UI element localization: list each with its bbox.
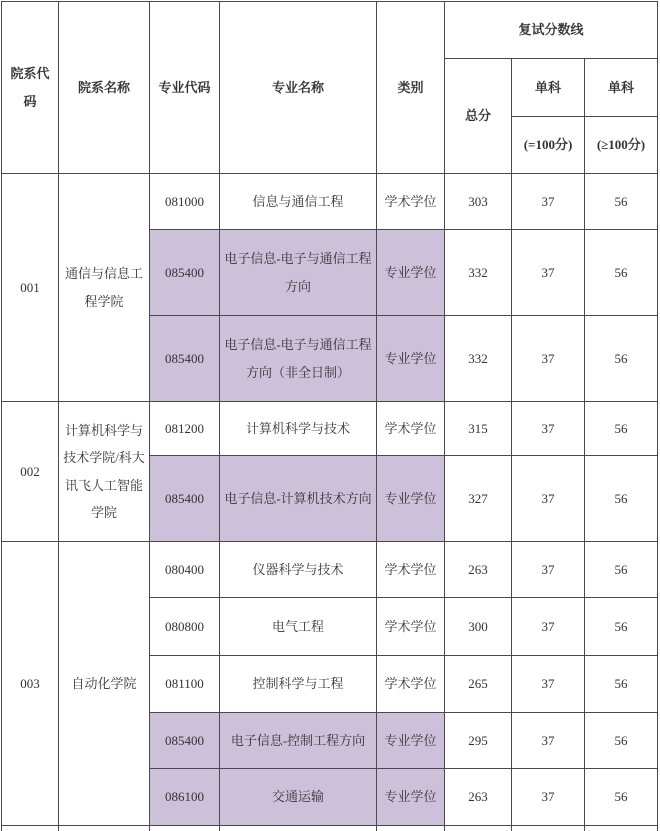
single-score-2-cell: 56 [585,769,658,826]
header-major-name: 专业名称 [220,2,377,174]
single-score-2-cell: 56 [585,316,658,402]
header-total-score: 总分 [445,59,512,174]
major-name-cell: 计算机科学与技术 [220,402,377,456]
single-score-1-cell: 37 [512,713,585,769]
table-row [2,174,658,230]
major-code-cell: 081100 [150,656,220,713]
table-row [2,402,658,456]
total-score-cell: 327 [445,456,512,542]
header-dept-code: 院系代码 [2,2,59,174]
major-code-cell: 081000 [150,174,220,230]
single-score-2-cell: 56 [585,713,658,769]
total-score-cell: 332 [445,230,512,316]
category-cell: 学术学位 [377,542,445,598]
dept-name-cell: 计算机科学与技术学院/科大讯飞人工智能学院 [59,402,150,542]
major-code-cell: 085400 [150,230,220,316]
dept-code-cell: 001 [2,174,59,402]
single-score-2-cell: 56 [585,230,658,316]
header-single-subject-2-note: (≥100分) [585,117,658,174]
empty-cell [585,826,658,831]
single-score-2-cell: 56 [585,598,658,656]
major-code-cell: 086100 [150,769,220,826]
dept-code-cell: 002 [2,402,59,542]
header-dept-name: 院系名称 [59,2,150,174]
category-cell: 专业学位 [377,316,445,402]
total-score-cell: 300 [445,598,512,656]
dept-name-cell: 通信与信息工程学院 [59,174,150,402]
category-cell: 学术学位 [377,174,445,230]
single-score-1-cell: 37 [512,174,585,230]
major-name-cell: 控制科学与工程 [220,656,377,713]
single-score-2-cell: 56 [585,174,658,230]
single-score-1-cell: 37 [512,230,585,316]
single-score-2-cell: 56 [585,456,658,542]
category-cell: 学术学位 [377,402,445,456]
single-score-1-cell: 37 [512,402,585,456]
empty-cell [445,826,512,831]
major-name-cell: 电子信息-控制工程方向 [220,713,377,769]
major-code-cell: 085400 [150,316,220,402]
dept-code-cell: 003 [2,542,59,826]
header-major-code: 专业代码 [150,2,220,174]
total-score-cell: 303 [445,174,512,230]
header-single-subject-1-note: (=100分) [512,117,585,174]
single-score-1-cell: 37 [512,656,585,713]
category-cell: 学术学位 [377,656,445,713]
major-name-cell: 仪器科学与技术 [220,542,377,598]
header-category: 类别 [377,2,445,174]
major-code-cell: 085400 [150,456,220,542]
total-score-cell: 265 [445,656,512,713]
empty-cell [220,826,377,831]
major-code-cell: 080800 [150,598,220,656]
major-name-cell: 电子信息-电子与通信工程方向（非全日制） [220,316,377,402]
total-score-cell: 332 [445,316,512,402]
table-row [2,826,658,831]
header-single-subject-2: 单科 [585,59,658,117]
empty-cell [377,826,445,831]
major-name-cell: 电气工程 [220,598,377,656]
total-score-cell: 263 [445,769,512,826]
single-score-2-cell: 56 [585,656,658,713]
total-score-cell: 263 [445,542,512,598]
category-cell: 专业学位 [377,713,445,769]
empty-cell [150,826,220,831]
table-row [2,542,658,598]
major-code-cell: 085400 [150,713,220,769]
major-name-cell: 电子信息-电子与通信工程方向 [220,230,377,316]
major-code-cell: 080400 [150,542,220,598]
major-name-cell: 电子信息-计算机技术方向 [220,456,377,542]
single-score-2-cell: 56 [585,402,658,456]
dept-name-cell: 自动化学院 [59,542,150,826]
empty-cell [59,826,150,831]
single-score-1-cell: 37 [512,456,585,542]
single-score-1-cell: 37 [512,598,585,656]
score-line-table [1,1,658,831]
empty-cell [512,826,585,831]
single-score-2-cell: 56 [585,542,658,598]
major-code-cell: 081200 [150,402,220,456]
major-name-cell: 信息与通信工程 [220,174,377,230]
single-score-1-cell: 37 [512,769,585,826]
category-cell: 学术学位 [377,598,445,656]
total-score-cell: 315 [445,402,512,456]
header-single-subject-1: 单科 [512,59,585,117]
category-cell: 专业学位 [377,769,445,826]
single-score-1-cell: 37 [512,542,585,598]
major-name-cell: 交通运输 [220,769,377,826]
category-cell: 专业学位 [377,456,445,542]
empty-cell [2,826,59,831]
total-score-cell: 295 [445,713,512,769]
category-cell: 专业学位 [377,230,445,316]
single-score-1-cell: 37 [512,316,585,402]
header-retest-line: 复试分数线 [445,2,658,59]
